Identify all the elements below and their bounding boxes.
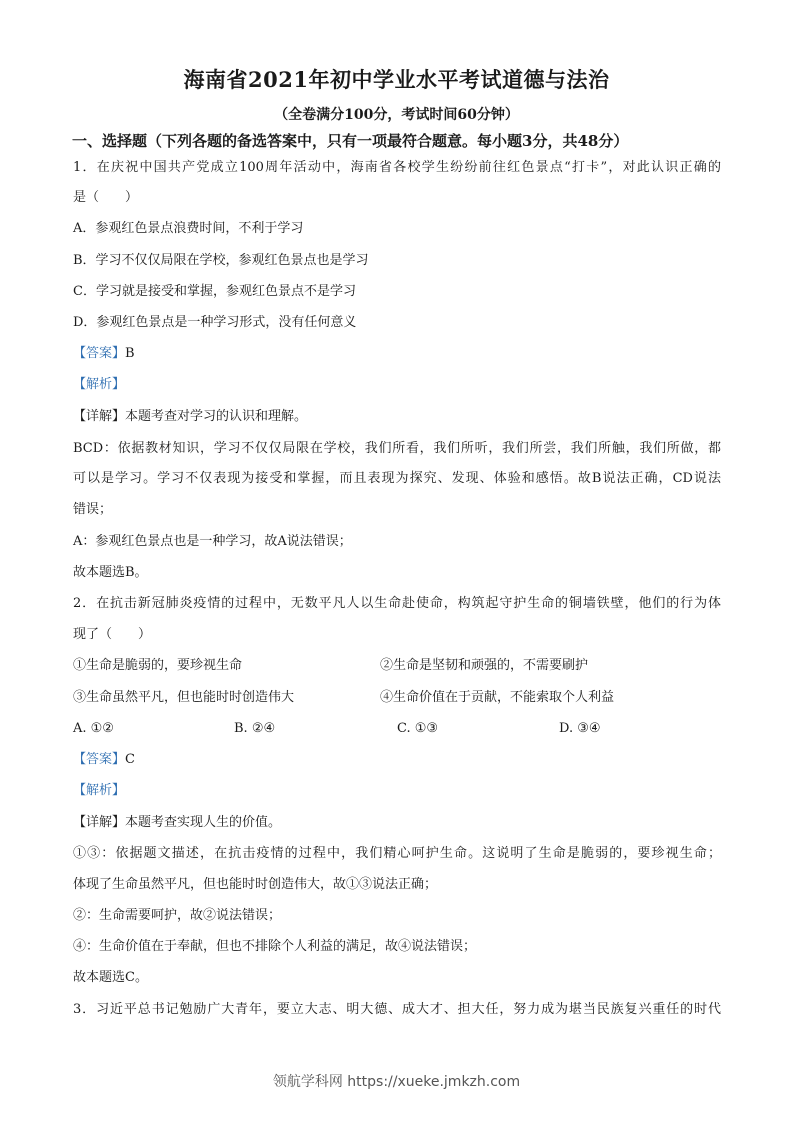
q1-explain-line-4: A：参观红色景点也是一种学习，故A说法错误； <box>73 534 352 549</box>
q2-option-d: D. ③④ <box>559 721 601 736</box>
q1-option-d: D．参观红色景点是一种学习形式，没有任何意义 <box>73 315 357 330</box>
q2-conclusion: 故本题选C。 <box>73 970 148 985</box>
q1-detail <box>73 407 307 427</box>
q2-explain-line-1: ①③：依据题文描述，在抗击疫情的过程中，我们精心呵护生命。这说明了生命是脆弱的，要珍视生命； <box>73 846 721 861</box>
answer-tag: 【答案】 <box>73 752 126 767</box>
detail-text: 本题考查对学习的认识和理解。 <box>125 409 308 424</box>
exam-title: 海南省2021年初中学业水平考试道德与法治 <box>183 67 610 92</box>
q2-option-a: A. ①② <box>73 721 114 736</box>
detail-text: 本题考查实现人生的价值。 <box>125 815 282 830</box>
q1-option-c: C．学习就是接受和掌握，参观红色景点不是学习 <box>73 284 356 299</box>
q2-item-4: ④生命价值在于贡献，不能索取个人利益 <box>380 690 615 705</box>
q1-option-b: B．学习不仅仅局限在学校，参观红色景点也是学习 <box>73 253 369 268</box>
q1-option-a: A．参观红色景点浪费时间，不利于学习 <box>73 221 304 236</box>
q2-item-3: ③生命虽然平凡，但也能时时创造伟大 <box>73 690 295 705</box>
answer-tag: 【答案】 <box>73 346 126 361</box>
q1-stem-line-2: 是（ ） <box>73 190 139 205</box>
q1-explain-line-3: 错误； <box>73 502 113 517</box>
q1-analysis-tag: 【解析】 <box>73 377 126 392</box>
detail-tag: 【详解】 <box>73 409 126 424</box>
q2-stem-line-2: 现了（ ） <box>73 627 152 642</box>
q2-option-b: B. ②④ <box>234 721 276 736</box>
answer-value: C <box>125 752 135 767</box>
q2-answer <box>73 750 135 770</box>
answer-value: B <box>125 346 135 361</box>
q2-stem-line-1: 2．在抗击新冠肺炎疫情的过程中，无数平凡人以生命赴使命，构筑起守护生命的铜墙铁壁，他们的行为体 <box>73 596 721 611</box>
q2-analysis-tag: 【解析】 <box>73 783 126 798</box>
section-heading: 一、选择题（下列各题的备选答案中，只有一项最符合题意。每小题3分，共48分） <box>72 132 629 150</box>
q2-detail <box>73 813 281 833</box>
q1-conclusion: 故本题选B。 <box>73 565 148 580</box>
q1-explain-line-1: BCD：依据教材知识，学习不仅仅局限在学校，我们所看，我们所听，我们所尝，我们所触，我们所做，都 <box>73 441 721 456</box>
q3-stem-line-1: 3．习近平总书记勉励广大青年，要立大志、明大德、成大才、担大任，努力成为堪当民族复兴重任的时代 <box>73 1002 721 1017</box>
q2-explain-line-2: 体现了生命虽然平凡，但也能时时创造伟大，故①③说法正确； <box>73 877 438 892</box>
q1-explain-line-2: 可以是学习。学习不仅表现为接受和掌握，而且表现为探究、发现、体验和感悟。故B说法正确，CD说法 <box>73 471 721 486</box>
q2-item-2: ②生命是坚韧和顽强的，不需要刷护 <box>380 658 589 673</box>
q1-answer <box>73 344 135 364</box>
exam-subtitle: （全卷满分100分，考试时间60分钟） <box>274 107 519 123</box>
footer-watermark: 领航学科网 https://xueke.jmkzh.com <box>272 1074 521 1090</box>
q2-explain-line-3: ②：生命需要呵护，故②说法错误； <box>73 908 282 923</box>
q2-explain-line-4: ④：生命价值在于奉献，但也不排除个人利益的满足，故④说法错误； <box>73 939 477 954</box>
q1-stem-line-1: 1．在庆祝中国共产党成立100周年活动中，海南省各校学生纷纷前往红色景点“打卡”，对此认识正确的 <box>73 160 721 175</box>
q2-option-c: C. ①③ <box>397 721 439 736</box>
q2-item-1: ①生命是脆弱的，要珍视生命 <box>73 658 243 673</box>
detail-tag: 【详解】 <box>73 815 126 830</box>
